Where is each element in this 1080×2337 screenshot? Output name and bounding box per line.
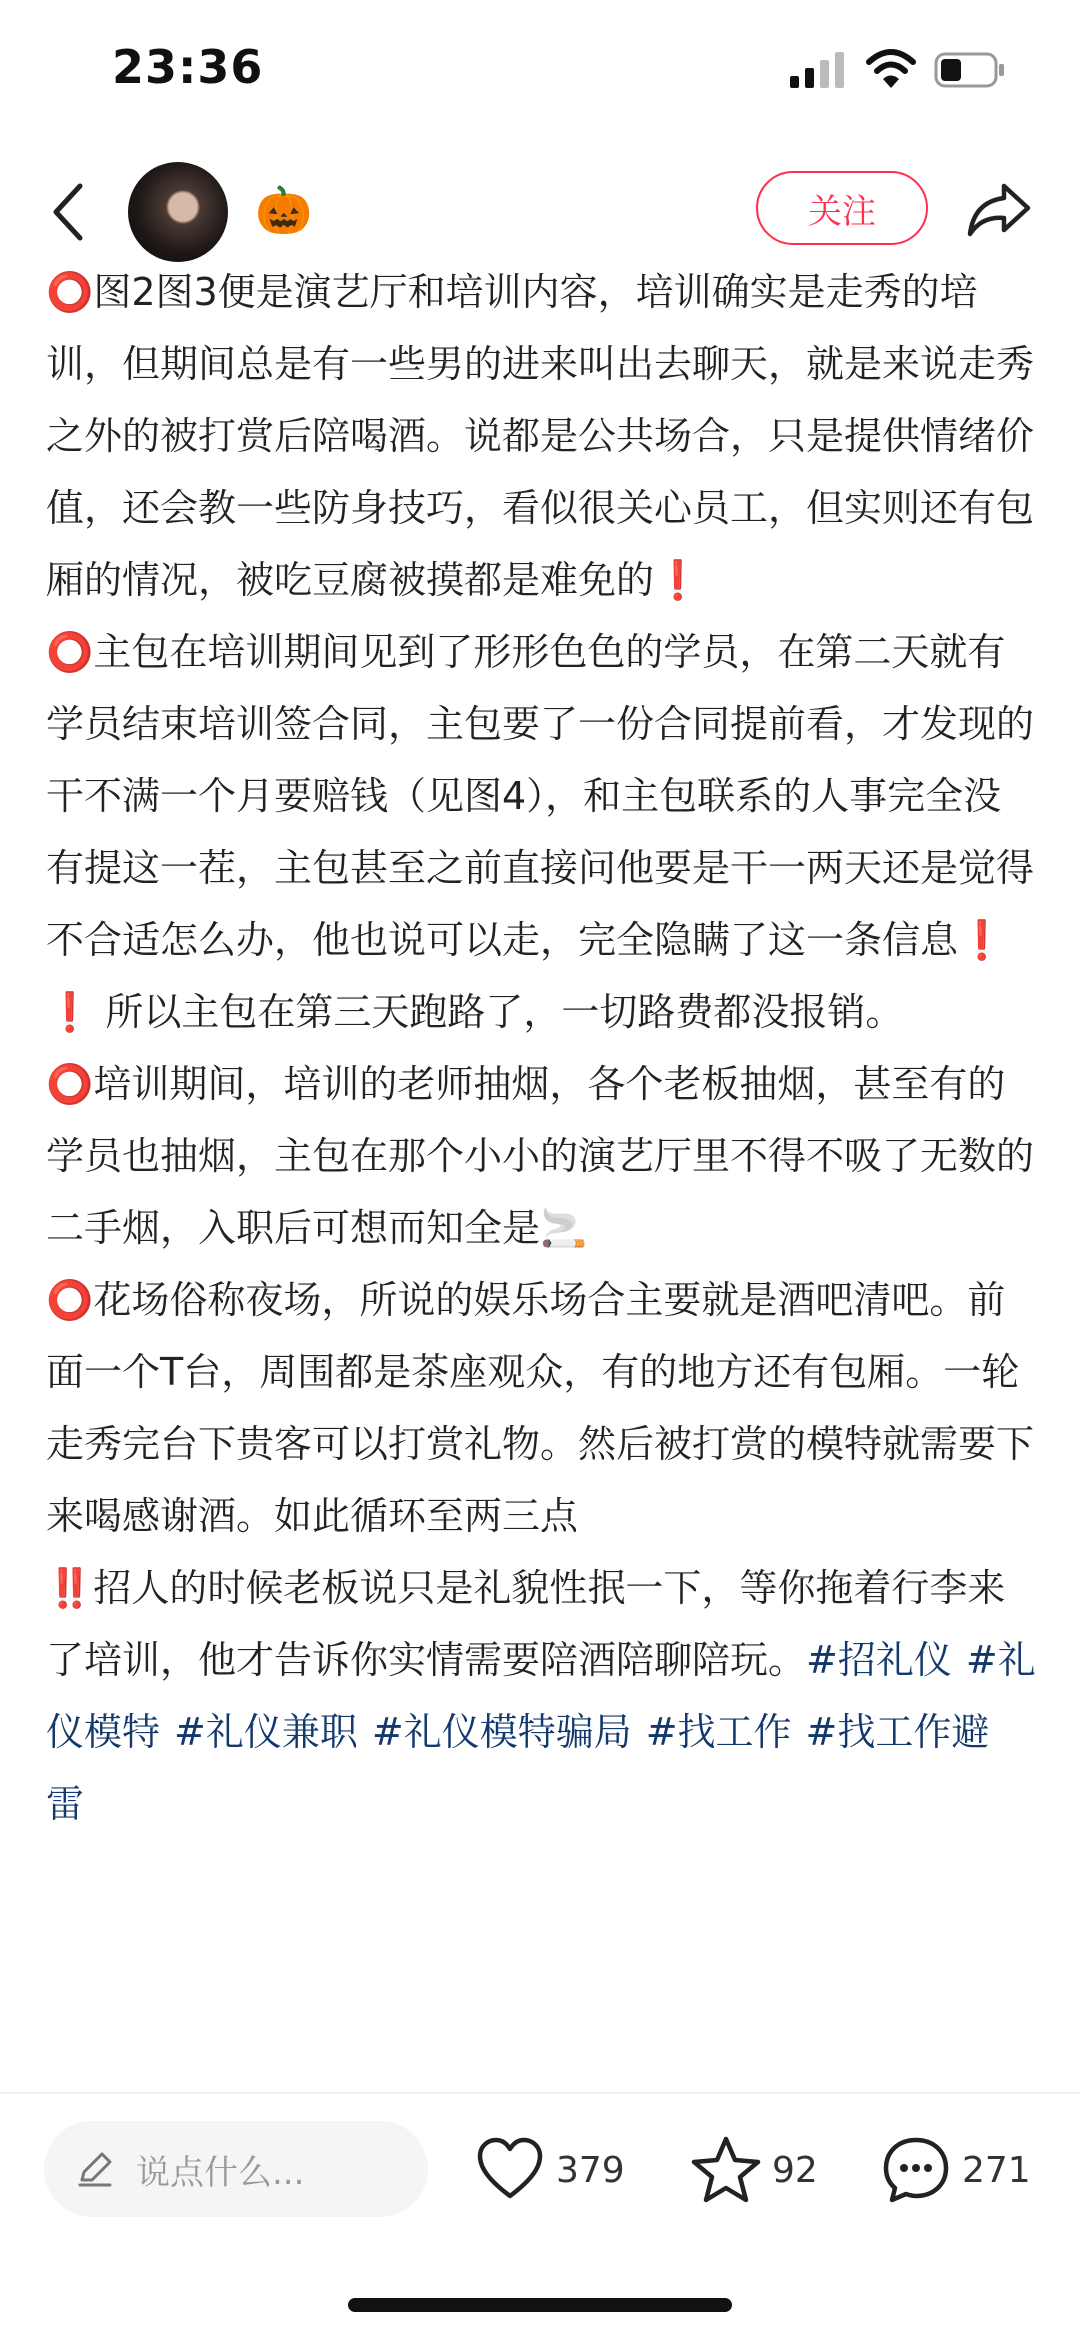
comment-count: 271	[962, 2149, 1031, 2191]
heart-icon	[474, 2134, 546, 2206]
bottom-divider	[0, 2092, 1080, 2094]
hashtag[interactable]: #招礼仪	[806, 1638, 952, 1682]
home-indicator	[348, 2298, 732, 2312]
back-icon[interactable]	[48, 180, 88, 244]
battery-icon	[934, 50, 1006, 90]
post-paragraph: ⭕培训期间，培训的老师抽烟，各个老板抽烟，甚至有的学员也抽烟，主包在那个小小的演艺厅里不得不吸了无数的二手烟，入职后可想而知全是🚬	[46, 1062, 1035, 1250]
cellular-signal-icon	[788, 50, 848, 90]
hashtag[interactable]: #找工作避雷	[46, 1710, 990, 1826]
like-button[interactable]	[474, 2125, 625, 2215]
comment-button[interactable]	[880, 2125, 1031, 2215]
hashtag[interactable]: #找工作	[645, 1710, 792, 1754]
post-body	[46, 270, 1036, 1840]
post-paragraph	[46, 1552, 1036, 1840]
pencil-icon	[76, 2150, 114, 2188]
post-paragraph: ⭕主包在培训期间见到了形形色色的学员，在第二天就有学员结束培训签合同，主包要了一份合同提前看，才发现的干不满一个月要赔钱（见图4），和主包联系的人事完全没有提这一茬，主包甚至之前直接问他要是干一两天还是觉得不合适怎么办，他也说可以走，完全隐瞒了这一条信息❗ ❗ 所以主包在第三天跑路了，一切路费都没报销。	[46, 630, 1035, 1034]
comment-placeholder: 说点什么...	[136, 2152, 305, 2193]
post-paragraph-text: ‼️招人的时候老板说只是礼貌性抿一下，等你拖着行李来了培训，他才告诉你实情需要陪酒陪聊陪玩。	[46, 1566, 1006, 1682]
hashtag[interactable]: #礼仪模特	[46, 1638, 1036, 1754]
author-avatar[interactable]	[128, 162, 228, 262]
follow-button[interactable]: 关注	[756, 171, 928, 245]
favorite-button[interactable]	[690, 2125, 818, 2215]
favorite-count: 92	[772, 2149, 818, 2191]
star-icon	[690, 2134, 762, 2206]
author-badge: 🎃	[255, 183, 313, 237]
post-paragraph: ⭕图2图3便是演艺厅和培训内容，培训确实是走秀的培训，但期间总是有一些男的进来叫出去聊天，就是来说走秀之外的被打赏后陪喝酒。说都是公共场合，只是提供情绪价值，还会教一些防身技巧，看似很关心员工，但实则还有包厢的情况，被吃豆腐被摸都是难免的❗	[46, 270, 1035, 602]
status-time: 23:36	[112, 40, 264, 94]
post-content	[46, 270, 1036, 2040]
share-icon[interactable]	[966, 178, 1032, 240]
nav-bar	[0, 150, 1080, 280]
comment-icon	[880, 2134, 952, 2206]
hashtag[interactable]: #礼仪兼职	[174, 1710, 358, 1754]
hashtag[interactable]: #礼仪模特骗局	[371, 1710, 632, 1754]
like-count: 379	[556, 2149, 625, 2191]
status-bar	[0, 0, 1080, 140]
comment-input[interactable]	[44, 2121, 428, 2217]
wifi-icon	[866, 48, 916, 90]
post-paragraph: ⭕花场俗称夜场，所说的娱乐场合主要就是酒吧清吧。前面一个T台，周围都是茶座观众，有的地方还有包厢。一轮走秀完台下贵客可以打赏礼物。然后被打赏的模特就需要下来喝感谢酒。如此循环至两三点	[46, 1278, 1035, 1538]
